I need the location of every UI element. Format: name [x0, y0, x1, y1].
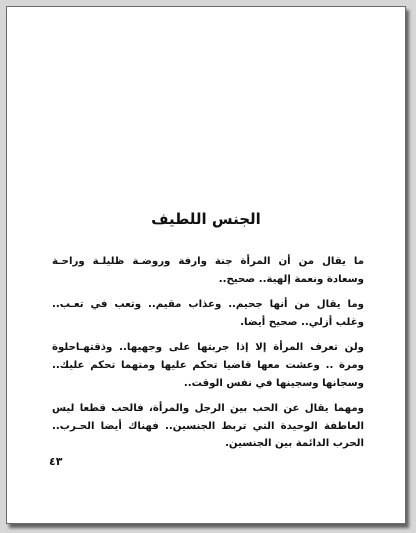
text-line: وسجانها وسجينها في نفس الوقت.. [183, 377, 364, 389]
text-line: وسعادة ونعمة إلهية.. صحيح.. [218, 273, 364, 285]
page-number: ٤٣ [49, 455, 63, 468]
text-line: الحرب الدائمة بين الجنسين. [225, 438, 364, 450]
body-text [52, 253, 364, 461]
text-line: ما يقال من أن المرأة جنة وارفة وروضـة ظليلـة وراحـة [52, 256, 364, 267]
text-line: وغلب أزلي.. صحيح أيضا. [240, 316, 364, 328]
paragraph-2 [52, 296, 364, 331]
chapter-title: الجنس اللطيف [151, 210, 261, 228]
paragraph-3 [52, 339, 364, 392]
text-line: ولن تعرف المرأة إلا إذا جربتها على وجهيها.. وذقتهـاحلوة [52, 342, 364, 354]
text-line: العاطفة الوحيدة التي تربط الجنسين.. فهناك أيضا الحـرب.. [52, 420, 364, 432]
book-page [6, 6, 406, 524]
paragraph-4 [52, 400, 364, 453]
text-line: ومهما يقال عن الحب بين الرجل والمرأة، فالحب قطعا ليس [52, 403, 364, 415]
text-line: وما يقال من أنها جحيم.. وعذاب مقيم.. وتعب في تعـب.. [52, 299, 364, 311]
paragraph-1 [52, 253, 364, 288]
text-line: ومرة .. وعشت معها قاضيا تحكم عليها ومتهما تحكم عليك.. [52, 359, 364, 371]
